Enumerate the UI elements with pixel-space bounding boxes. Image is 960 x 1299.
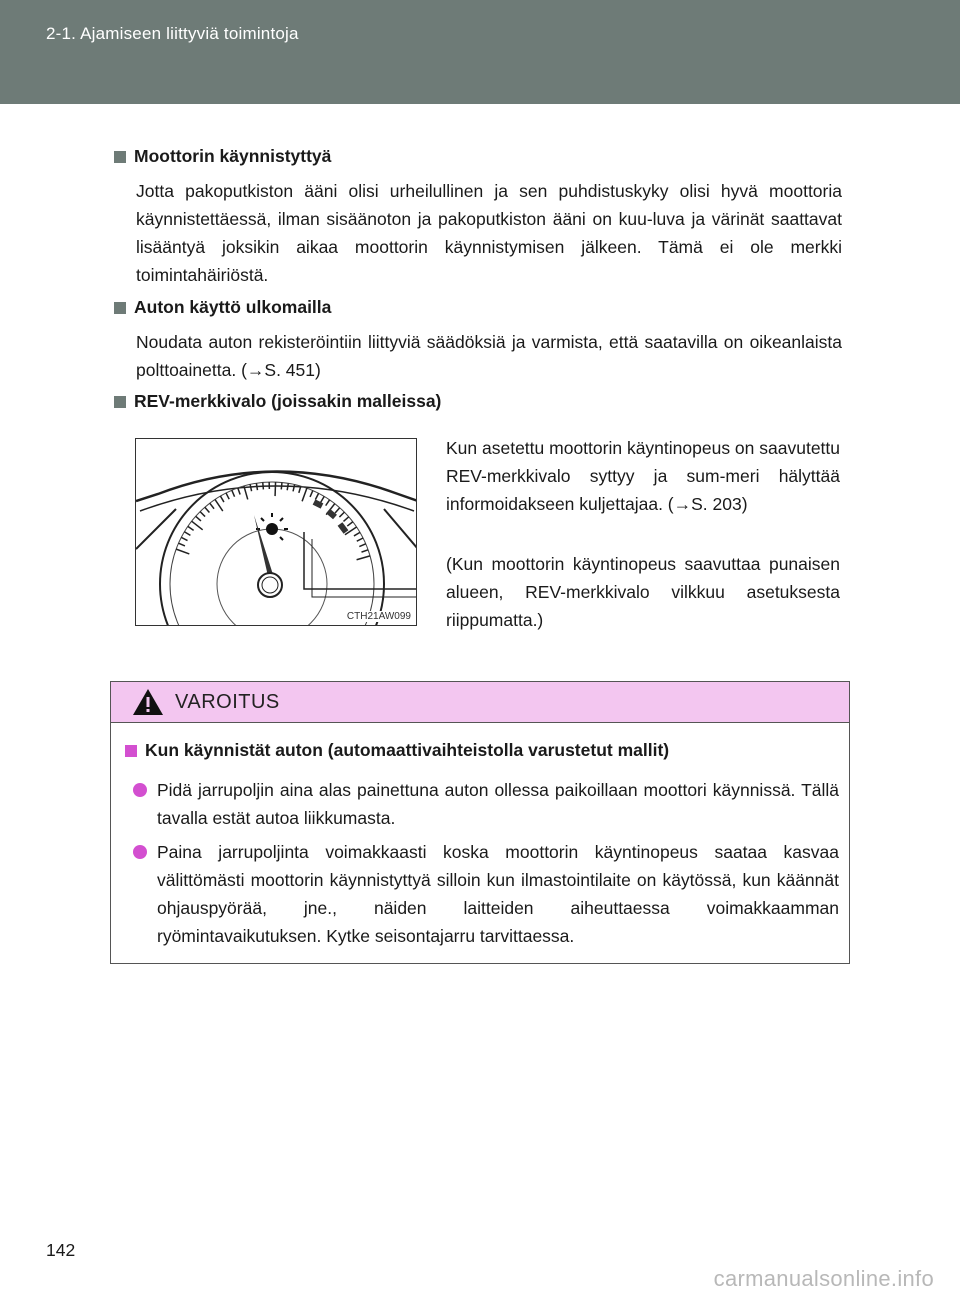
section-heading: Auton käyttö ulkomailla [114, 297, 842, 318]
tachometer-tick [188, 526, 194, 530]
tachometer-tick [302, 488, 307, 501]
section-text: Jotta pakoputkiston ääni olisi urheilullinen ja sen puhdistuskyky olisi hyvä moottoria käynnistettäessä, ilman sisäänoton ja pakoputkiston ääni on kuu-luva ja värinät saattavat lisääntyä joksikin aikaa moottorin käynnistymisen jälkeen. Tämä ei ole merkki toimintahäiriöstä. [136, 181, 842, 285]
warning-subheading: Kun käynnistät auton (automaattivaihteistolla varustetut mallit) [125, 740, 669, 761]
tachometer-tick [238, 488, 240, 495]
section-rev-indicator [114, 391, 842, 412]
tachometer-tick [196, 516, 201, 521]
tachometer-tick [321, 496, 325, 502]
chapter-title: 2-1. Ajamiseen liittyviä toimintoja [46, 24, 299, 43]
tachometer-tick [361, 550, 368, 552]
tachometer-tick [281, 482, 282, 489]
warning-bullet: Paina jarrupoljinta voimakkaasti koska moottorin käyntinopeus saataa kasvaa välittömästi moottorin käynnistyttyä silloin kun ilmastointilaite on käytössä, kun käännät ohjauspyörää, jne., näiden laitteiden aiheuttaessa voimakkaamman ryömintavaikutuksen. Kytke seisontajarru tarvittaessa. [133, 838, 839, 950]
figure-note: (Kun moottorin käyntinopeus saavuttaa punaisen alueen, REV-merkkivalo vilkkuu asetuksesta riippumatta.) [446, 554, 840, 630]
warning-box [110, 681, 850, 964]
circle-bullet-icon [133, 783, 147, 797]
tachometer-tick [200, 512, 205, 517]
section-text: Noudata auton rekisteröintiin liittyviä säädöksiä ja varmista, että saatavilla on oikeanlaista polttoainetta. (→S. 451) [136, 332, 842, 380]
tachometer-tick [215, 499, 223, 511]
warning-header [111, 682, 849, 723]
tachometer-tick [357, 556, 370, 560]
square-bullet-icon [114, 302, 126, 314]
tachometer-tick [192, 521, 203, 530]
tachometer-icon [136, 439, 417, 626]
tachometer-tick [184, 532, 190, 536]
circle-bullet-icon [133, 845, 147, 859]
section-heading: Moottorin käynnistyttyä [114, 146, 842, 167]
tachometer-tick [176, 549, 189, 554]
tachometer-tick [250, 484, 252, 491]
watermark: carmanualsonline.info [713, 1266, 934, 1291]
square-bullet-icon [114, 151, 126, 163]
tachometer-tick [181, 537, 187, 540]
section-heading: REV-merkkivalo (joissakin malleissa) [114, 391, 842, 412]
tachometer-tick [293, 485, 295, 492]
tachometer-tick [263, 482, 264, 489]
tachometer-illustration [135, 438, 417, 626]
section-abroad [114, 297, 842, 384]
figure-code: CTH21AW099 [346, 611, 411, 622]
tachometer-tick [315, 493, 318, 499]
tachometer-tick [354, 532, 360, 536]
tachometer-tick [205, 507, 210, 512]
tachometer-tick [343, 517, 348, 522]
tachometer-tick [220, 496, 224, 502]
tachometer-tick [310, 491, 313, 497]
tachometer-tick [256, 483, 257, 490]
tachometer-tick [179, 543, 185, 546]
square-bullet-icon [125, 745, 137, 757]
warning-triangle-icon [131, 687, 165, 717]
tachometer-tick [287, 483, 288, 490]
tachometer-tick [335, 508, 340, 513]
tachometer-tick [210, 503, 214, 509]
page-number: 142 [46, 1240, 76, 1260]
warning-title: VAROITUS [175, 690, 280, 713]
tachometer-tick [339, 512, 344, 517]
square-bullet-icon [114, 396, 126, 408]
tachometer-tick [347, 522, 353, 526]
warning-bullet: Pidä jarrupoljin aina alas painettuna auton ollessa paikoillaan moottori käynnissä. Tällä tavalla estät autoa liikkumasta. [133, 776, 839, 832]
tachometer-tick [226, 493, 229, 499]
section-engine-start [114, 146, 842, 289]
tachometer-tick [232, 490, 235, 496]
tachometer-tick [357, 538, 363, 541]
tachometer-tick [359, 544, 365, 547]
figure-description: Kun asetettu moottorin käyntinopeus on saavutettu REV-merkkivalo syttyy ja sum-meri hälyttää informoidakseen kuljettajaa. (→S. 203) [446, 438, 841, 514]
page-header [0, 0, 960, 104]
tachometer-tick [326, 500, 330, 506]
